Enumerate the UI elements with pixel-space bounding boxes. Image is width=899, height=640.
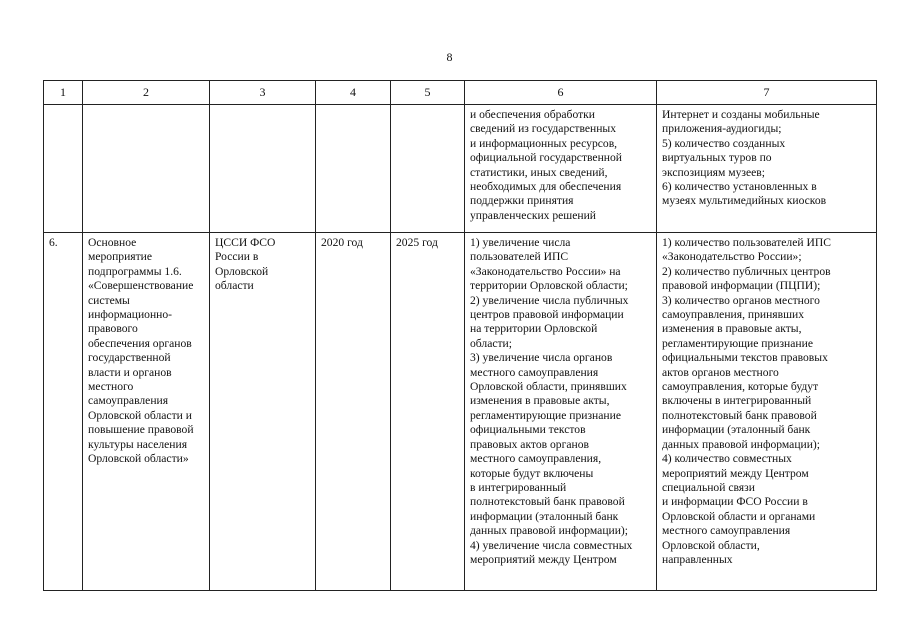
column-header: 7 bbox=[657, 81, 877, 105]
measures-table bbox=[43, 80, 877, 591]
cell-start-year: 2020 год bbox=[316, 233, 391, 591]
cell-empty bbox=[391, 105, 465, 233]
cell-expected-results: 1) увеличение числа пользователей ИПС «Законодательство России» на территории Орловской области; 2) увеличение числа публичных центров правовой информации на территории Орловской области; 3) увеличение числа органов местного самоуправления Орловской области, принявших изменения в правовые акты, регламентирующие признание официальными текстов правовых актов органов местного самоуправления, которые будут включены в интегрированный полнотекстовый банк правовой информации (эталонный банк данных правовой информации); 4) увеличение числа совместных мероприятий между Центром bbox=[465, 233, 657, 591]
column-header: 2 bbox=[83, 81, 210, 105]
cell-empty bbox=[44, 105, 83, 233]
cell-indicators: 1) количество пользователей ИПС «Законодательство России»; 2) количество публичных центров правовой информации (ПЦПИ); 3) количество органов местного самоуправления, принявших изменения в правовые акты, регламентирующие признание официальными текстов правовых актов органов местного самоуправления, которые будут включены в интегрированный полнотекстовый банк правовой информации (эталонный банк данных правовой информации); 4) количество совместных мероприятий между Центром специальной связи и информации ФСО России в Орловской области и органами местного самоуправления Орловской области, направленных bbox=[657, 233, 877, 591]
cell-executor: ЦССИ ФСО России в Орловской области bbox=[210, 233, 316, 591]
cell-indicators-continued: Интернет и созданы мобильные приложения-аудиогиды; 5) количество созданных виртуальных туров по экспозициям музеев; 6) количество установленных в музеях мультимедийных киосков bbox=[657, 105, 877, 233]
continuation-row bbox=[44, 105, 877, 233]
column-header: 6 bbox=[465, 81, 657, 105]
cell-end-year: 2025 год bbox=[391, 233, 465, 591]
column-header: 5 bbox=[391, 81, 465, 105]
table-row bbox=[44, 233, 877, 591]
cell-results-continued: и обеспечения обработки сведений из государственных и информационных ресурсов, официальной государственной статистики, иных сведений, необходимых для обеспечения поддержки принятия управленческих решений bbox=[465, 105, 657, 233]
header-row bbox=[44, 81, 877, 105]
column-header: 4 bbox=[316, 81, 391, 105]
cell-measure-name: Основное мероприятие подпрограммы 1.6. «Совершенствование системы информационно- правового обеспечения органов государственной власти и органов местного самоуправления Орловской области и повышение правовой культуры населения Орловской области» bbox=[83, 233, 210, 591]
page-number: 8 bbox=[446, 50, 453, 64]
column-header: 1 bbox=[44, 81, 83, 105]
cell-empty bbox=[83, 105, 210, 233]
cell-empty bbox=[316, 105, 391, 233]
cell-empty bbox=[210, 105, 316, 233]
cell-number: 6. bbox=[44, 233, 83, 591]
column-header: 3 bbox=[210, 81, 316, 105]
